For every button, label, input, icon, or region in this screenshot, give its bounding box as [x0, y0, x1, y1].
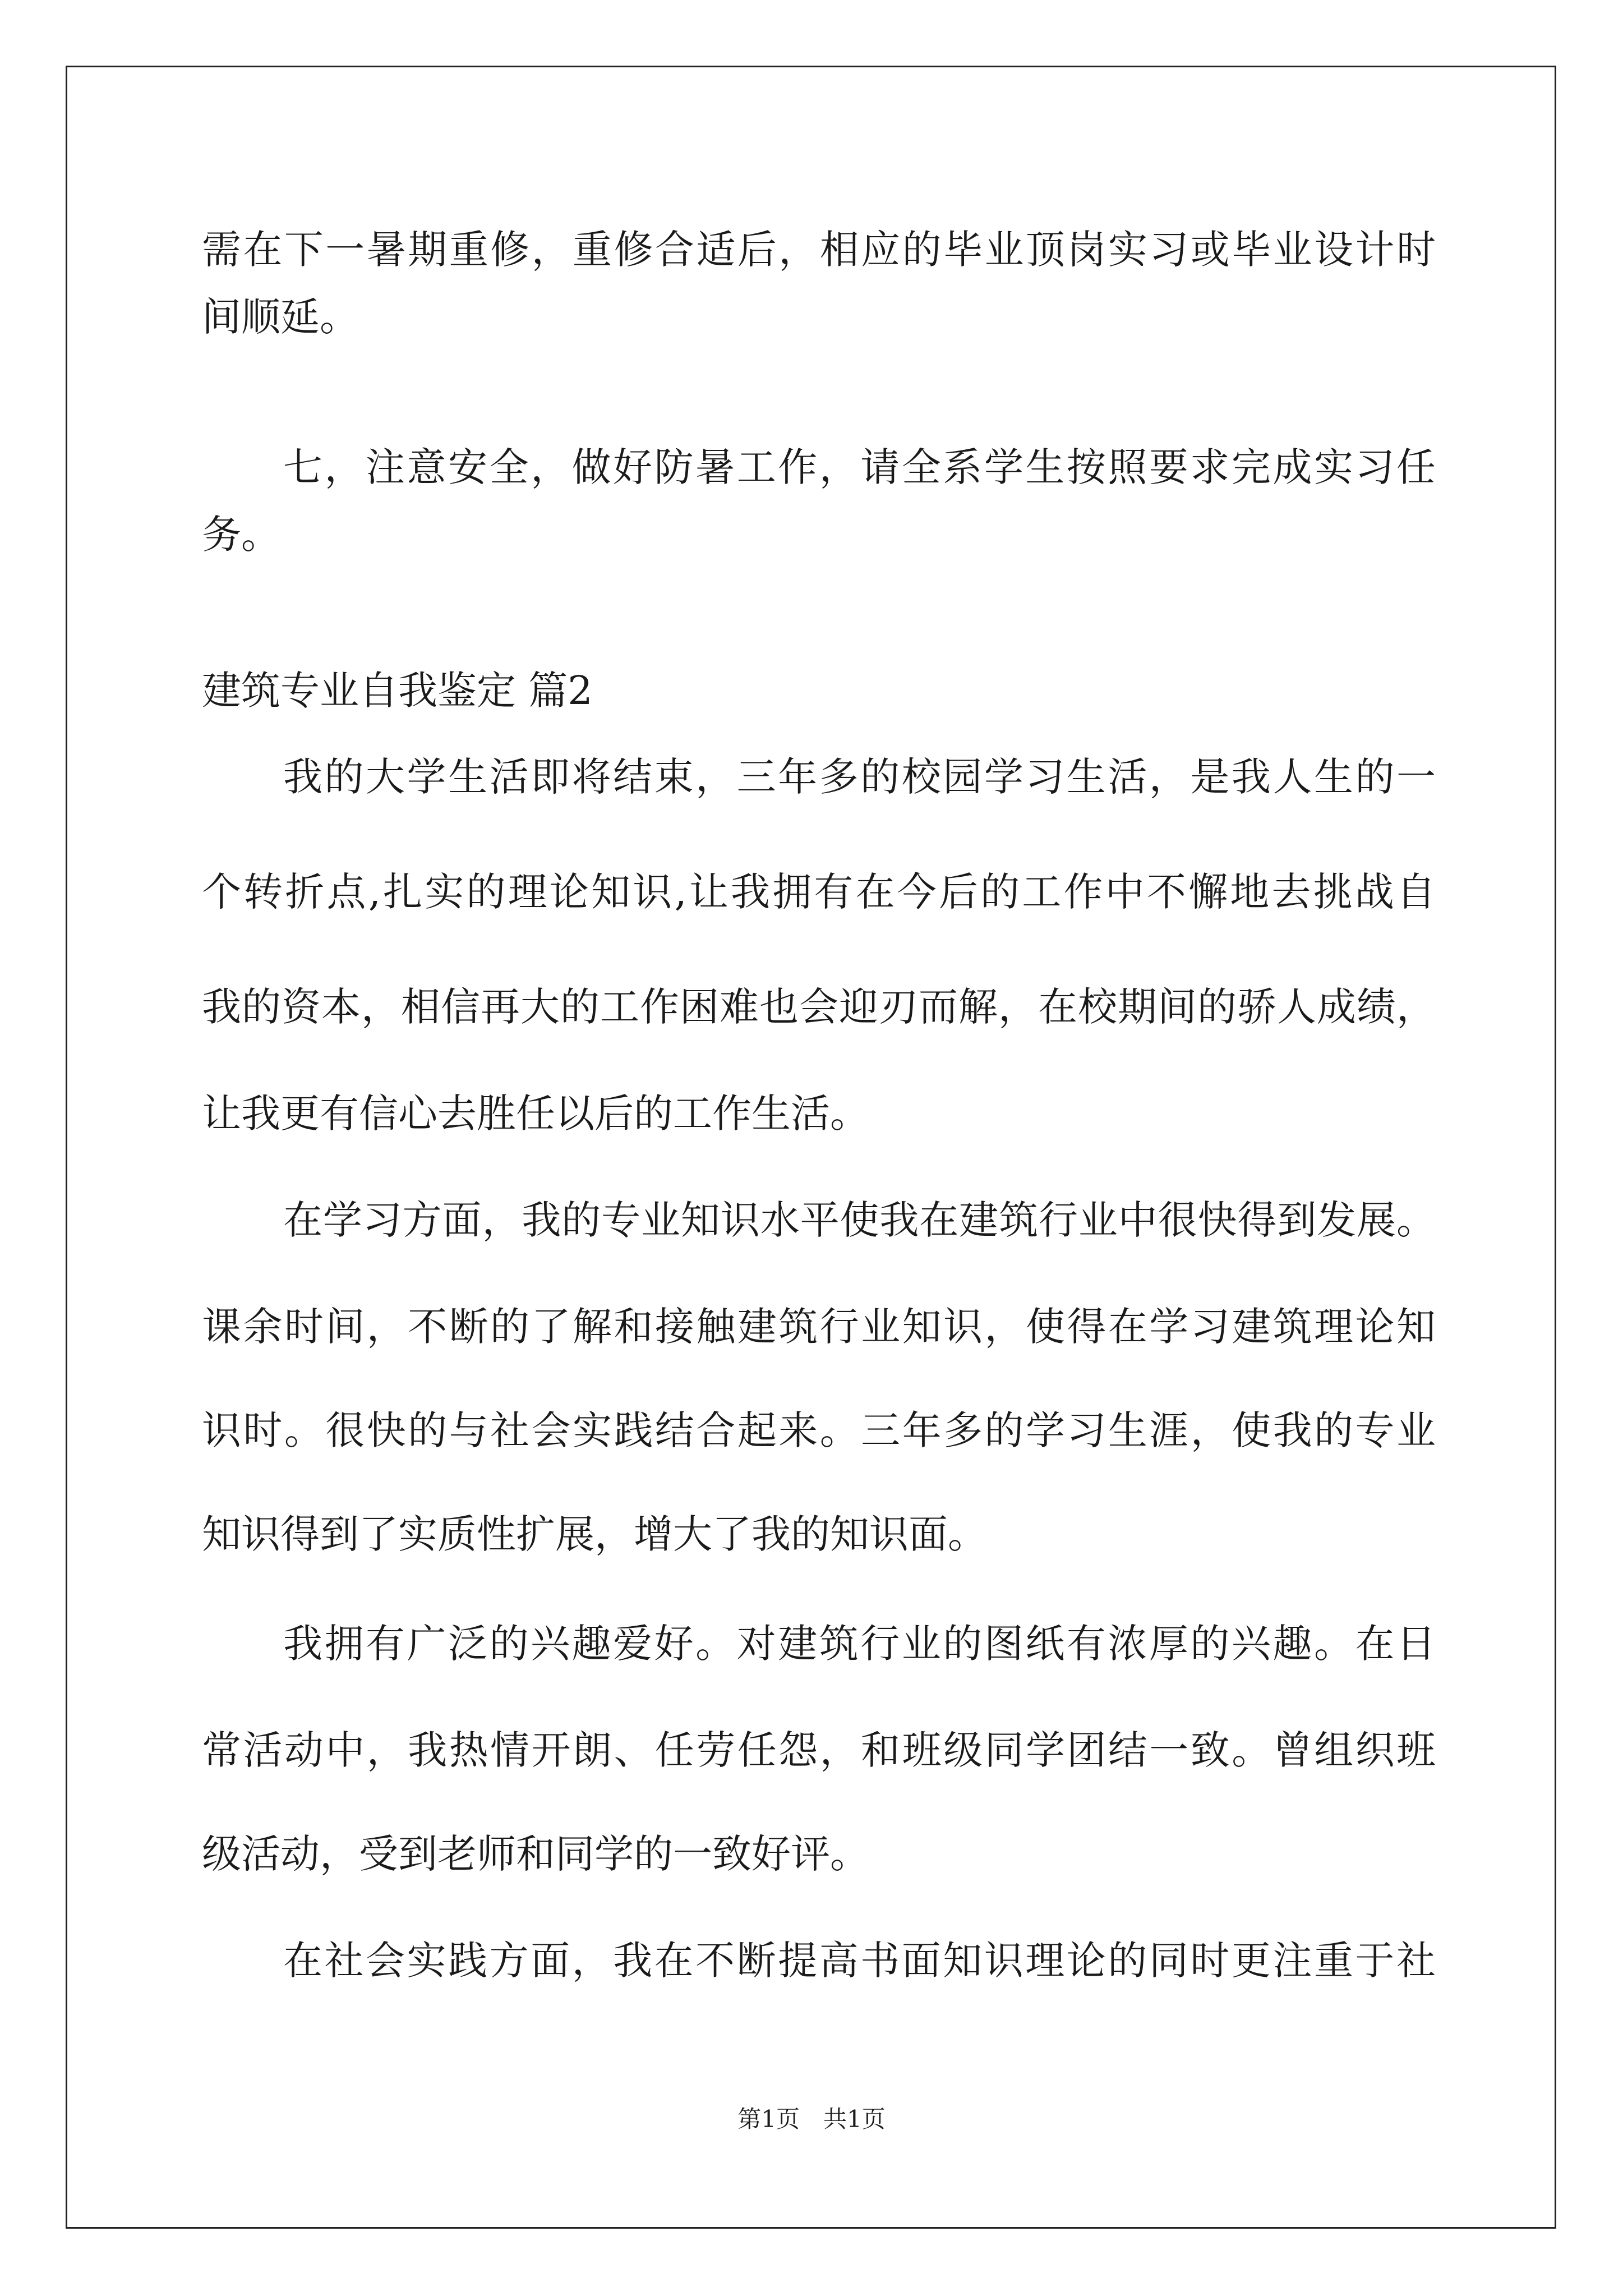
text-line: 间顺延。 — [202, 294, 359, 340]
text-line: 在学习方面，我的专业知识水平使我在建筑行业中很快得到发展。 — [283, 1197, 1436, 1243]
text-line: 识时。很快的与社会实践结合起来。三年多的学习生涯，使我的专业 — [202, 1407, 1436, 1453]
text-line: 七，注意安全，做好防暑工作，请全系学生按照要求完成实习任 — [283, 444, 1436, 490]
text-line: 我拥有广泛的兴趣爱好。对建筑行业的图纸有浓厚的兴趣。在日 — [283, 1621, 1436, 1667]
text-line: 常活动中，我热情开朗、任劳任怨，和班级同学团结一致。曾组织班 — [202, 1727, 1436, 1773]
text-line: 务。 — [202, 512, 280, 558]
text-line: 需在下一暑期重修，重修合适后，相应的毕业顶岗实习或毕业设计时 — [202, 227, 1436, 273]
text-line: 我的资本，相信再大的工作困难也会迎刃而解，在校期间的骄人成绩， — [202, 984, 1436, 1030]
text-line: 在社会实践方面，我在不断提高书面知识理论的同时更注重于社 — [283, 1938, 1436, 1984]
page-border — [66, 66, 1556, 2229]
page-footer: 第1页 共1页 — [737, 2105, 886, 2133]
text-line: 课余时间，不断的了解和接触建筑行业知识，使得在学习建筑理论知 — [202, 1304, 1436, 1350]
section-heading: 建筑专业自我鉴定 篇2 — [202, 668, 593, 714]
text-line: 我的大学生活即将结束，三年多的校园学习生活，是我人生的一 — [283, 754, 1436, 800]
text-line: 让我更有信心去胜任以后的工作生活。 — [202, 1091, 869, 1137]
text-line: 知识得到了实质性扩展，增大了我的知识面。 — [202, 1511, 987, 1557]
text-line: 级活动，受到老师和同学的一致好评。 — [202, 1831, 869, 1877]
text-line: 个转折点,扎实的理论知识,让我拥有在今后的工作中不懈地去挑战自 — [202, 869, 1436, 915]
